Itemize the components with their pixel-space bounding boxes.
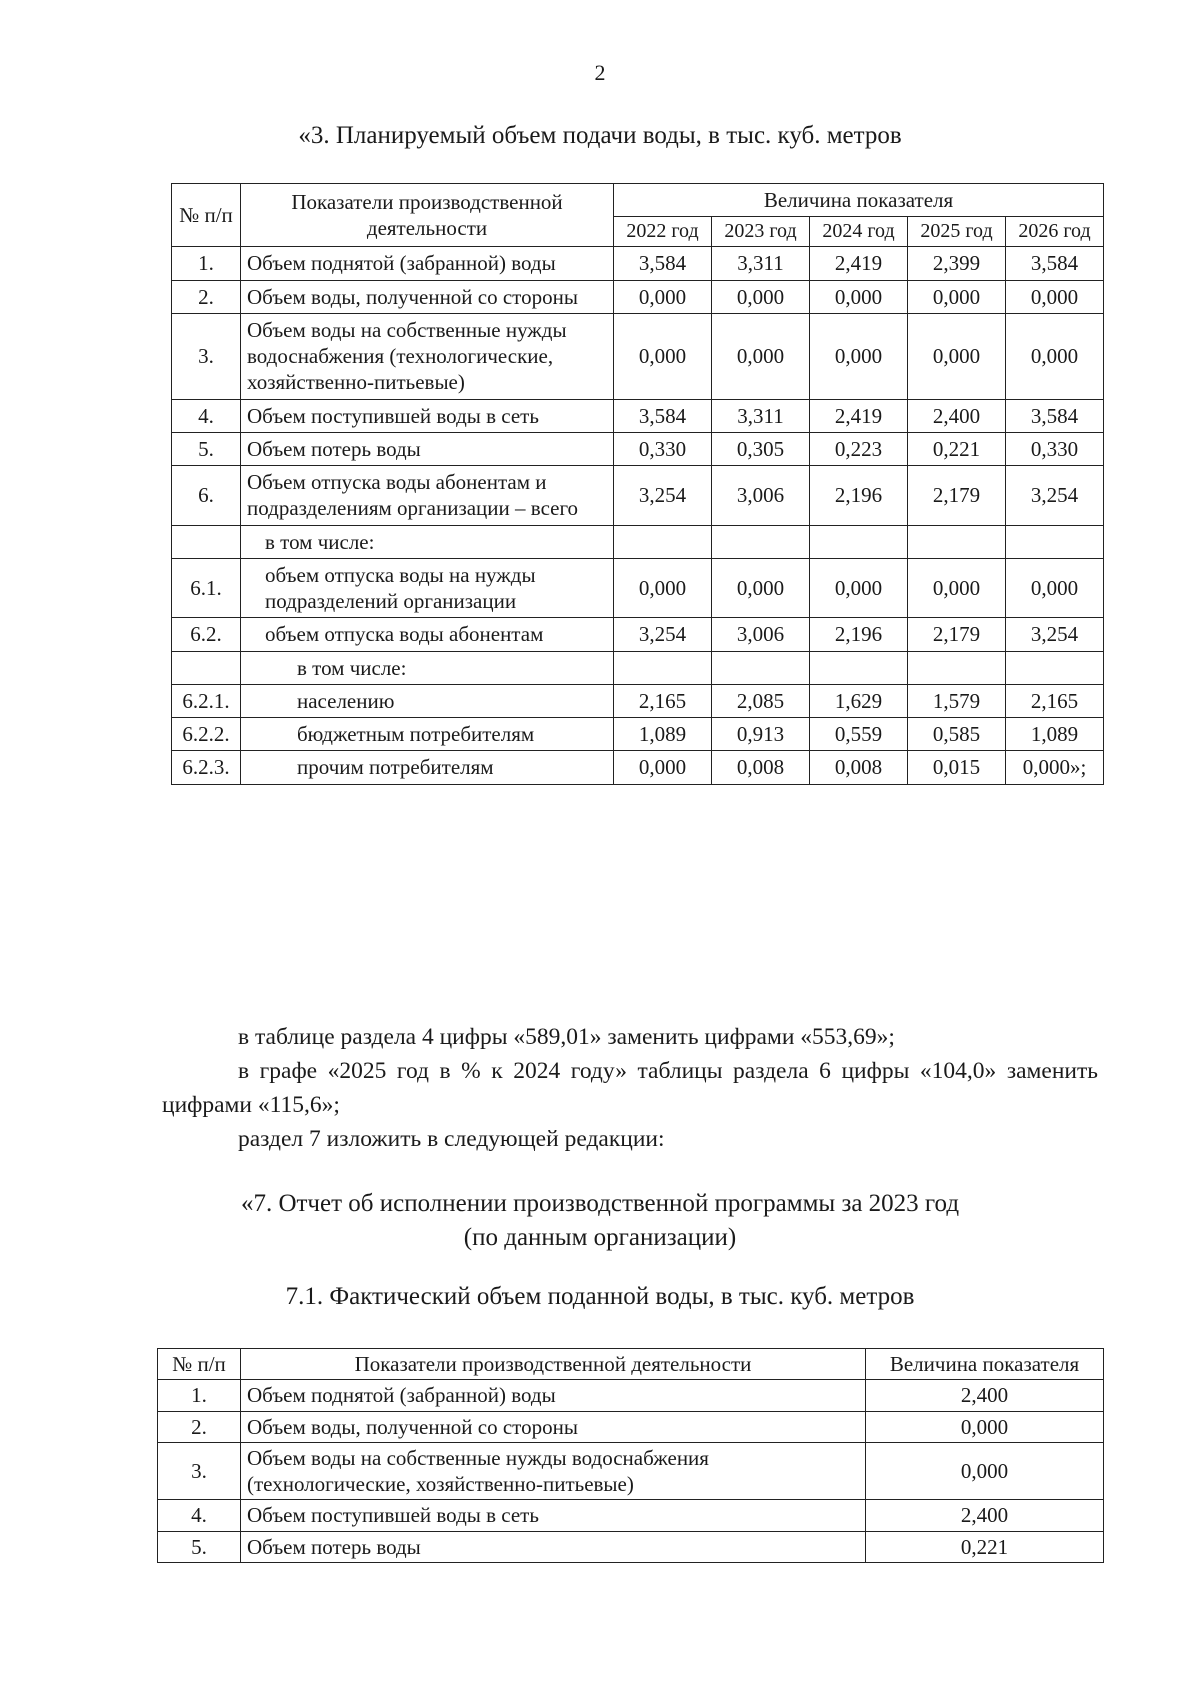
row-label: Объем воды на собственные нужды водоснабжения (технологические, хозяйственно-питьевые): [241, 313, 614, 399]
page-number: 2: [594, 60, 606, 85]
col-num-header: № п/п: [172, 184, 241, 247]
row-value: 2,165: [1006, 684, 1104, 717]
row-value: 0,000»;: [1006, 751, 1104, 784]
row-value: 2,419: [810, 247, 908, 280]
table-row: [172, 651, 1104, 684]
row-label: Объем поступившей воды в сеть: [241, 1500, 866, 1531]
row-value: 0,000: [614, 751, 712, 784]
row-value: 0,000: [1006, 313, 1104, 399]
row-label: в том числе:: [241, 525, 614, 558]
row-value: [712, 651, 810, 684]
col-num-header: № п/п: [158, 1349, 241, 1380]
actual-water-table: [157, 1348, 1104, 1563]
row-label: Объем поднятой (забранной) воды: [241, 247, 614, 280]
actual-water-table-body: [158, 1380, 1104, 1563]
row-value: 1,089: [614, 718, 712, 751]
row-label: в том числе:: [241, 651, 614, 684]
row-label: объем отпуска воды абонентам: [241, 618, 614, 651]
table-row: [172, 280, 1104, 313]
col-value-header: Величина показателя: [866, 1349, 1104, 1380]
table-row: [172, 247, 1104, 280]
row-value: 3,006: [712, 618, 810, 651]
year-header: 2022 год: [614, 217, 712, 247]
row-value: 0,000: [908, 558, 1006, 618]
amendment-paragraphs: [162, 1020, 1098, 1156]
row-value: 2,085: [712, 684, 810, 717]
row-value: 2,400: [866, 1500, 1104, 1531]
row-value: 2,400: [908, 399, 1006, 432]
row-value: 0,330: [614, 432, 712, 465]
row-value: [908, 651, 1006, 684]
row-label: объем отпуска воды на нужды подразделений организации: [241, 558, 614, 618]
row-value: 0,305: [712, 432, 810, 465]
paragraph: в графе «2025 год в % к 2024 году» таблицы раздела 6 цифры «104,0» заменить цифрами «115,6»;: [162, 1058, 1098, 1118]
table-row: [158, 1500, 1104, 1531]
row-value: 2,400: [866, 1380, 1104, 1411]
row-value: 0,000: [908, 313, 1006, 399]
row-number: 6.2.: [172, 618, 241, 651]
row-value: 3,584: [614, 247, 712, 280]
row-label: Объем поступившей воды в сеть: [241, 399, 614, 432]
row-value: 0,000: [810, 280, 908, 313]
row-label: Объем потерь воды: [241, 432, 614, 465]
row-value: [908, 525, 1006, 558]
row-value: 0,000: [712, 280, 810, 313]
row-value: 0,000: [810, 313, 908, 399]
row-num: 2.: [158, 1411, 241, 1442]
row-number: 6.2.2.: [172, 718, 241, 751]
year-header: 2026 год: [1006, 217, 1104, 247]
row-label: Объем поднятой (забранной) воды: [241, 1380, 866, 1411]
section3-title: «3. Планируемый объем подачи воды, в тыс. куб. метров: [298, 122, 902, 149]
row-value: 2,196: [810, 466, 908, 526]
row-value: 0,015: [908, 751, 1006, 784]
planned-water-table: [171, 183, 1104, 785]
row-value: 3,006: [712, 466, 810, 526]
row-value: 2,399: [908, 247, 1006, 280]
row-value: 3,254: [1006, 618, 1104, 651]
row-value: 1,579: [908, 684, 1006, 717]
row-value: 0,000: [810, 558, 908, 618]
row-value: 0,000: [1006, 558, 1104, 618]
row-number: 6.: [172, 466, 241, 526]
row-num: 5.: [158, 1531, 241, 1562]
row-value: [614, 525, 712, 558]
row-value: 0,913: [712, 718, 810, 751]
row-value: 3,254: [614, 466, 712, 526]
table-row: [172, 466, 1104, 526]
table-row: [172, 525, 1104, 558]
row-value: 0,223: [810, 432, 908, 465]
row-value: 3,254: [1006, 466, 1104, 526]
section7-title-line2: (по данным организации): [463, 1224, 737, 1251]
row-value: 0,559: [810, 718, 908, 751]
row-num: 3.: [158, 1442, 241, 1500]
row-value: 2,419: [810, 399, 908, 432]
row-value: [1006, 525, 1104, 558]
row-value: 0,000: [866, 1411, 1104, 1442]
row-value: 3,254: [614, 618, 712, 651]
row-number: 3.: [172, 313, 241, 399]
row-value: 0,000: [908, 280, 1006, 313]
row-number: 2.: [172, 280, 241, 313]
row-value: [614, 651, 712, 684]
table-row: [172, 432, 1104, 465]
row-value: [712, 525, 810, 558]
row-label: Объем отпуска воды абонентам и подразделениям организации – всего: [241, 466, 614, 526]
row-value: 3,311: [712, 247, 810, 280]
year-header: 2023 год: [712, 217, 810, 247]
row-value: 2,165: [614, 684, 712, 717]
row-number: 4.: [172, 399, 241, 432]
row-label: Объем воды на собственные нужды водоснабжения (технологические, хозяйственно-питьевые): [241, 1442, 866, 1500]
section7-title-line1: «7. Отчет об исполнении производственной программы за 2023 год: [240, 1190, 960, 1217]
paragraph: раздел 7 изложить в следующей редакции:: [238, 1126, 665, 1152]
row-label: прочим потребителям: [241, 751, 614, 784]
row-value: 3,584: [614, 399, 712, 432]
row-number: 6.2.1.: [172, 684, 241, 717]
row-value: 3,584: [1006, 399, 1104, 432]
row-label: Объем потерь воды: [241, 1531, 866, 1562]
row-value: 0,000: [1006, 280, 1104, 313]
table-row: [172, 618, 1104, 651]
table-header-row: [158, 1349, 1104, 1380]
table-row: [158, 1411, 1104, 1442]
table-header-row: [172, 184, 1104, 217]
row-value: [1006, 651, 1104, 684]
row-value: 3,311: [712, 399, 810, 432]
row-value: 0,008: [712, 751, 810, 784]
row-number: [172, 651, 241, 684]
row-num: 4.: [158, 1500, 241, 1531]
row-value: 0,000: [614, 313, 712, 399]
row-label: бюджетным потребителям: [241, 718, 614, 751]
table-row: [158, 1442, 1104, 1500]
table-row: [172, 751, 1104, 784]
section7-title: [0, 1187, 1200, 1255]
row-value: 1,089: [1006, 718, 1104, 751]
row-number: 1.: [172, 247, 241, 280]
section71-subtitle: 7.1. Фактический объем поданной воды, в тыс. куб. метров: [285, 1283, 915, 1310]
row-number: 6.1.: [172, 558, 241, 618]
row-value: 0,000: [712, 558, 810, 618]
table-row: [172, 684, 1104, 717]
row-num: 1.: [158, 1380, 241, 1411]
table-row: [172, 558, 1104, 618]
row-value: 0,221: [908, 432, 1006, 465]
table-row: [158, 1531, 1104, 1562]
row-value: 0,330: [1006, 432, 1104, 465]
row-label: Объем воды, полученной со стороны: [241, 1411, 866, 1442]
row-value: 0,008: [810, 751, 908, 784]
row-number: [172, 525, 241, 558]
table-row: [172, 399, 1104, 432]
row-value: 3,584: [1006, 247, 1104, 280]
col-indicator-header: Показатели производственной деятельности: [241, 184, 614, 247]
col-value-group-header: Величина показателя: [614, 184, 1104, 217]
year-header: 2025 год: [908, 217, 1006, 247]
row-number: 5.: [172, 432, 241, 465]
row-value: 0,000: [614, 280, 712, 313]
table-row: [158, 1380, 1104, 1411]
year-header: 2024 год: [810, 217, 908, 247]
row-value: 0,221: [866, 1531, 1104, 1562]
paragraph: в таблице раздела 4 цифры «589,01» заменить цифрами «553,69»;: [238, 1024, 895, 1050]
row-value: [810, 651, 908, 684]
col-indicator-header: Показатели производственной деятельности: [241, 1349, 866, 1380]
planned-water-table-body: [172, 247, 1104, 784]
row-value: 0,000: [866, 1442, 1104, 1500]
row-value: 2,179: [908, 618, 1006, 651]
row-value: [810, 525, 908, 558]
row-value: 2,179: [908, 466, 1006, 526]
row-number: 6.2.3.: [172, 751, 241, 784]
table-row: [172, 718, 1104, 751]
row-value: 0,000: [614, 558, 712, 618]
row-value: 0,585: [908, 718, 1006, 751]
table-row: [172, 313, 1104, 399]
row-label: Объем воды, полученной со стороны: [241, 280, 614, 313]
row-value: 1,629: [810, 684, 908, 717]
row-label: населению: [241, 684, 614, 717]
row-value: 2,196: [810, 618, 908, 651]
row-value: 0,000: [712, 313, 810, 399]
